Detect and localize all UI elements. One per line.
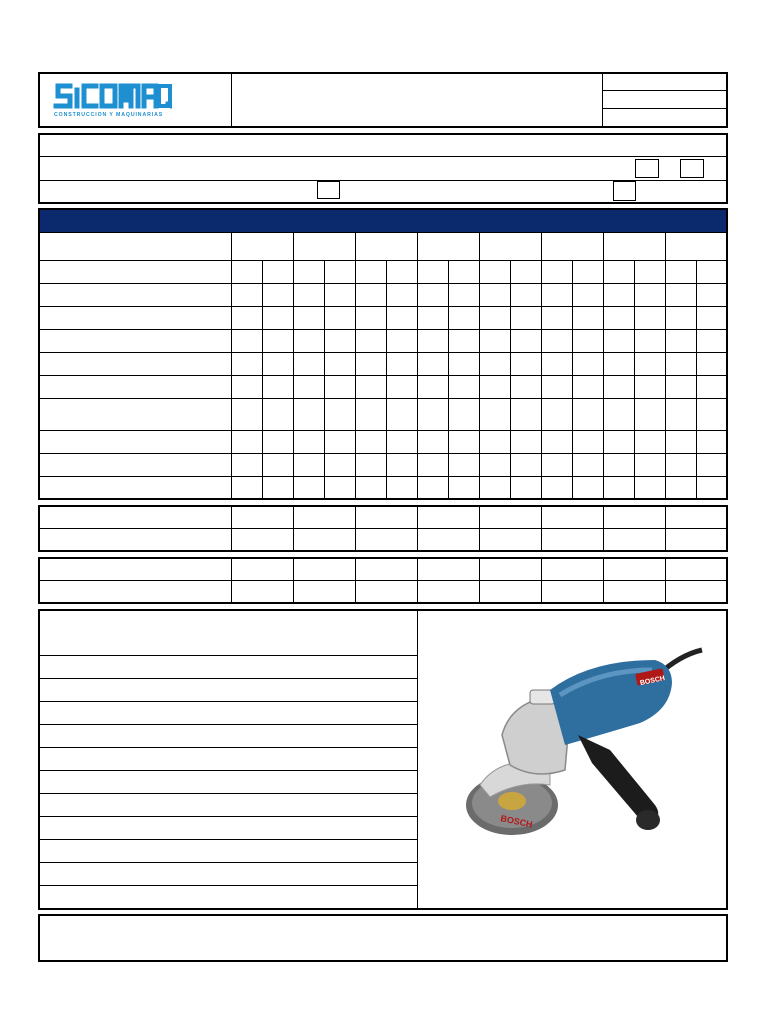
observation-line [39, 793, 417, 794]
company-logo [52, 78, 172, 120]
grid-column-line [479, 233, 480, 499]
grid-subcolumn-line [448, 260, 449, 499]
grid-column-line [417, 233, 418, 499]
observations-photo-divider [417, 610, 418, 909]
logo-tagline: CONSTRUCCION Y MAQUINARIAS [54, 112, 164, 118]
info-checkbox-4[interactable] [613, 181, 636, 201]
grid-column-line [665, 233, 666, 499]
observation-line [39, 724, 417, 725]
observation-line [39, 747, 417, 748]
angle-grinder-photo [440, 635, 710, 845]
inspection-grid [38, 208, 728, 500]
grid-row-line [39, 283, 727, 284]
grid-row-line [39, 260, 727, 261]
disc-brand-label: BOSCH [499, 813, 534, 830]
grid-column-line [603, 233, 604, 499]
header-meta-line-2 [602, 108, 726, 109]
grid-subcolumn-line [510, 260, 511, 499]
grid-subcolumn-line [634, 260, 635, 499]
grid-row-line [39, 306, 727, 307]
observation-line [39, 770, 417, 771]
grid-subcolumn-line [324, 260, 325, 499]
info-checkbox-3[interactable] [317, 181, 340, 199]
grid-subcolumn-line [696, 260, 697, 499]
grid-row-line [39, 453, 727, 454]
band-bottom-line [39, 232, 727, 233]
observation-line [39, 885, 417, 886]
grid-subcolumn-line [572, 260, 573, 499]
summary-row-line [39, 528, 727, 529]
info-checkbox-2[interactable] [680, 159, 704, 178]
grid-row-line [39, 430, 727, 431]
grid-column-line [355, 233, 356, 499]
header-meta-line-1 [602, 90, 726, 91]
signature-box [38, 914, 728, 962]
info-checkbox-1[interactable] [635, 159, 659, 178]
observation-line [39, 862, 417, 863]
info-line-1 [39, 156, 727, 157]
grid-column-line [293, 233, 294, 499]
summary-row-line [39, 580, 727, 581]
observation-line [39, 655, 417, 656]
header-divider-left [231, 73, 232, 127]
grid-row-line [39, 375, 727, 376]
grid-row-line [39, 398, 727, 399]
header-divider-right [602, 73, 603, 127]
grid-row-line [39, 476, 727, 477]
grid-column-line [231, 233, 232, 499]
observation-line [39, 816, 417, 817]
grid-subcolumn-line [262, 260, 263, 499]
tool-brand-label: BOSCH [639, 675, 666, 688]
grid-subcolumn-line [386, 260, 387, 499]
grid-row-line [39, 329, 727, 330]
grid-row-line [39, 352, 727, 353]
angle-grinder-icon [440, 635, 710, 845]
observation-line [39, 839, 417, 840]
observation-line [39, 678, 417, 679]
inspection-header-band [40, 210, 726, 232]
observation-line [39, 701, 417, 702]
grid-column-line [541, 233, 542, 499]
